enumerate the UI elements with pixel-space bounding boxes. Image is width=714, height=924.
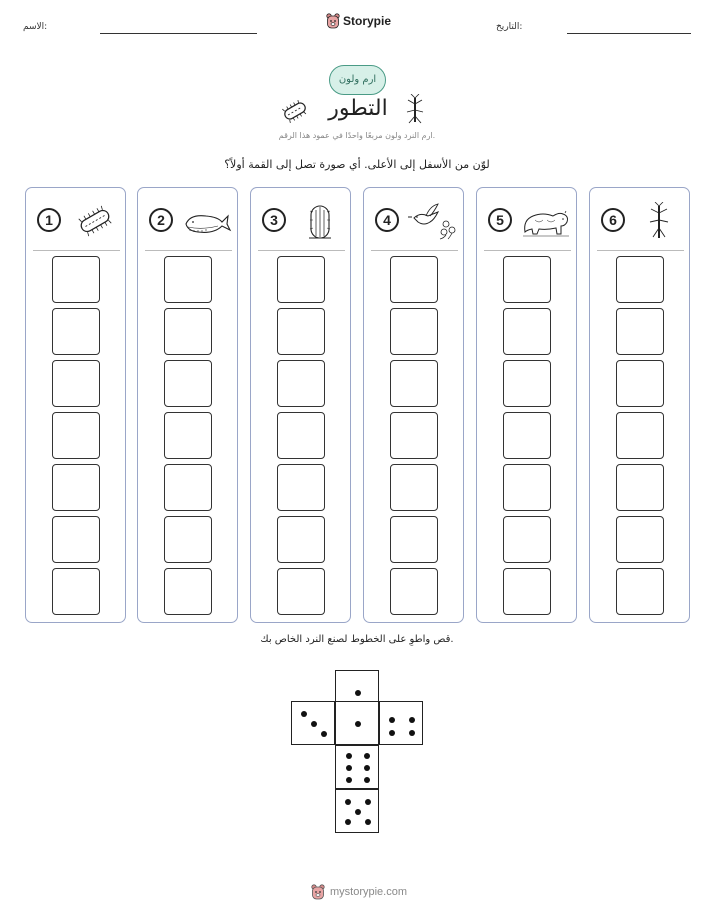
name-line[interactable] [100,33,257,34]
color-box[interactable] [52,256,100,303]
column-header [138,188,237,250]
activity-badge: ارم ولون [329,65,386,95]
color-box[interactable] [503,464,551,511]
cactus-icon [295,202,345,240]
subtitle: ارم النرد ولون مربعًا واحدًا في عمود هذا الرقم. [278,131,436,140]
color-box[interactable] [164,568,212,615]
dice-pip [346,753,352,759]
column-header [251,188,350,250]
color-box[interactable] [503,516,551,563]
page-title: التطور [328,96,388,121]
color-box[interactable] [164,412,212,459]
brand-name: Storypie [343,14,392,28]
dice-face [379,701,423,745]
dice-pip [301,711,307,717]
color-box[interactable] [503,308,551,355]
color-box[interactable] [390,568,438,615]
color-box[interactable] [390,308,438,355]
color-box[interactable] [390,256,438,303]
dice-face [335,789,379,833]
color-box[interactable] [390,360,438,407]
dice-pip [345,799,351,805]
color-box[interactable] [52,516,100,563]
color-box[interactable] [503,568,551,615]
color-box[interactable] [616,256,664,303]
column-header [364,188,463,250]
color-box[interactable] [616,360,664,407]
dice-pip [355,721,361,727]
column-number: 3 [262,208,286,232]
stick-insect-icon [634,202,684,240]
color-box[interactable] [616,308,664,355]
dice-pip [355,690,361,696]
column-divider [371,250,458,251]
color-box[interactable] [52,412,100,459]
color-box[interactable] [390,516,438,563]
dice-pip [389,717,395,723]
column-header [590,188,689,250]
dice-pip [365,799,371,805]
dice-face [291,701,335,745]
color-box[interactable] [616,516,664,563]
bacteria-icon [70,202,120,240]
column-number: 5 [488,208,512,232]
column-divider [484,250,571,251]
dice-face [335,701,379,745]
bear-logo-icon [326,13,340,29]
column-header [26,188,125,250]
color-box[interactable] [277,464,325,511]
color-box[interactable] [164,516,212,563]
column-6 [589,187,690,623]
column-number: 1 [37,208,61,232]
color-box[interactable] [164,360,212,407]
dice-pip [345,819,351,825]
question: لوّن من الأسفل إلى الأعلى. أي صورة تصل إلى القمة أولاً؟ [224,158,490,171]
footer-url[interactable]: mystorypie.com [330,886,408,898]
color-box[interactable] [616,412,664,459]
color-box[interactable] [277,360,325,407]
footer [310,884,407,900]
color-box[interactable] [390,464,438,511]
color-box[interactable] [52,308,100,355]
column-divider [258,250,345,251]
polar-bear-icon [521,202,571,240]
color-box[interactable] [503,360,551,407]
dice-face [335,745,379,789]
column-1 [25,187,126,623]
dice-pip [364,765,370,771]
color-box[interactable] [277,412,325,459]
color-box[interactable] [277,308,325,355]
dice-pip [389,730,395,736]
color-box[interactable] [390,412,438,459]
color-box[interactable] [277,256,325,303]
column-number: 4 [375,208,399,232]
date-label: التاريخ: [496,22,523,32]
color-box[interactable] [503,412,551,459]
dice-pip [346,765,352,771]
column-divider [597,250,684,251]
color-box[interactable] [277,568,325,615]
bear-logo-icon [310,884,326,900]
whale-icon [182,202,232,240]
dice-pip [409,730,415,736]
column-5 [476,187,577,623]
color-box[interactable] [52,568,100,615]
column-divider [33,250,120,251]
cut-instructions: قص واطوِ على الخطوط لصنع النرد الخاص بك. [260,634,454,645]
color-box[interactable] [164,256,212,303]
column-3 [250,187,351,623]
title-row [0,96,714,130]
color-box[interactable] [616,568,664,615]
dice-pip [365,819,371,825]
hummingbird-icon [408,202,458,240]
color-box[interactable] [616,464,664,511]
color-box[interactable] [277,516,325,563]
color-box[interactable] [164,464,212,511]
date-line[interactable] [567,33,691,34]
stick-insect-icon [402,94,428,126]
bacteria-icon [280,98,310,124]
header [0,0,714,44]
name-label: الاسم: [23,22,48,32]
color-box[interactable] [164,308,212,355]
column-number: 2 [149,208,173,232]
column-4 [363,187,464,623]
dice-pip [364,753,370,759]
column-divider [145,250,232,251]
column-header [477,188,576,250]
dice-pip [321,731,327,737]
brand-logo [326,13,391,29]
color-box[interactable] [52,464,100,511]
color-box[interactable] [52,360,100,407]
column-number: 6 [601,208,625,232]
dice-pip [355,809,361,815]
column-2 [137,187,238,623]
dice-pip [346,777,352,783]
color-box[interactable] [503,256,551,303]
dice-pip [364,777,370,783]
dice-pip [409,717,415,723]
dice-pip [311,721,317,727]
